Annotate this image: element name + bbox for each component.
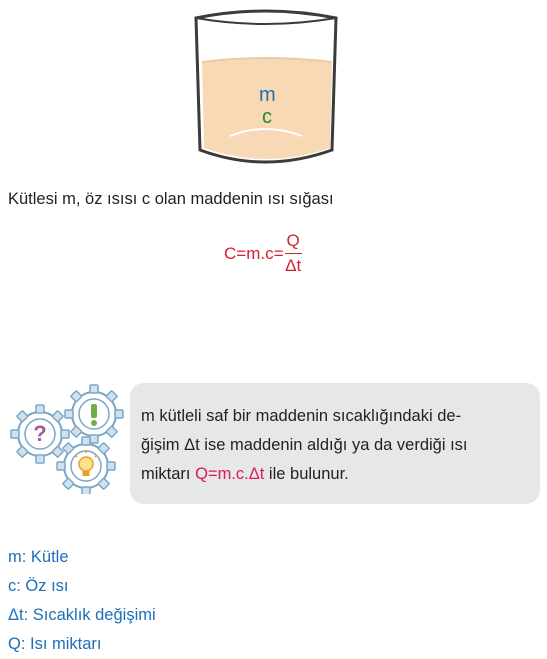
formula-fraction bbox=[285, 231, 302, 276]
callout-line-2: ğişim Δt ise maddenin aldığı ya da verdiği ısı bbox=[141, 436, 468, 454]
exclamation-gear-icon bbox=[65, 385, 123, 443]
definition-heat-quantity: Q: Isı miktarı bbox=[8, 635, 102, 653]
specific-heat-label: c bbox=[262, 106, 272, 128]
formula-denominator: Δt bbox=[285, 256, 302, 275]
lightbulb-gear-icon bbox=[57, 437, 115, 494]
callout-line-3-end: ile bulunur. bbox=[264, 465, 349, 483]
callout-text bbox=[141, 402, 533, 489]
heat-formula: Q=m.c.Δt bbox=[195, 465, 265, 483]
formula-numerator: Q bbox=[285, 231, 302, 254]
beaker-rim bbox=[196, 18, 336, 24]
svg-text:?: ? bbox=[33, 421, 47, 446]
gears-icon bbox=[6, 384, 136, 494]
callout-line-3 bbox=[141, 460, 533, 489]
definitions-list bbox=[8, 543, 156, 659]
definition-specific-heat: c: Öz ısı bbox=[8, 577, 69, 595]
formula-lhs: C=m.c= bbox=[224, 243, 284, 263]
mass-label: m bbox=[259, 84, 276, 106]
definition-mass: m: Kütle bbox=[8, 548, 69, 566]
definition-temperature-change: Δt: Sıcaklık değişimi bbox=[8, 606, 156, 624]
heat-capacity-formula bbox=[224, 231, 302, 276]
callout-line-3-start: miktarı bbox=[141, 465, 196, 483]
intro-text: Kütlesi m, öz ısısı c olan maddenin ısı sığası bbox=[8, 190, 334, 208]
question-gear-icon bbox=[11, 405, 69, 463]
callout-line-1: m kütleli saf bir maddenin sıcaklığındaki de- bbox=[141, 407, 462, 425]
